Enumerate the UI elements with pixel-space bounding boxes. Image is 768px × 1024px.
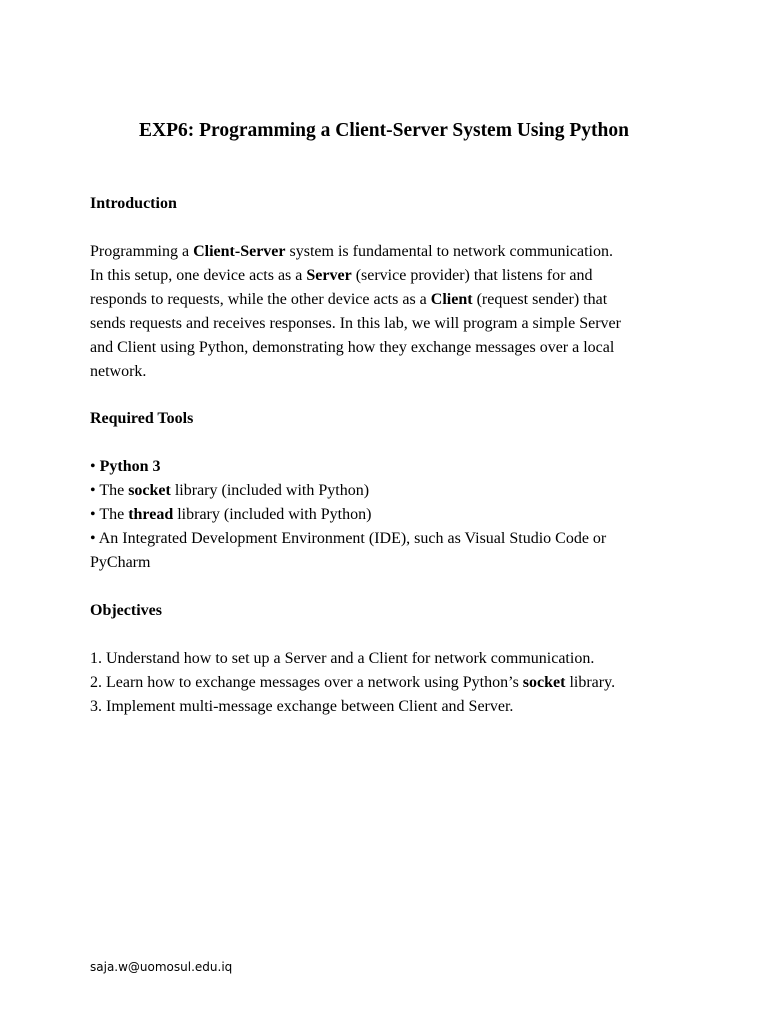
- introduction-heading: Introduction: [90, 195, 177, 212]
- objective-item: 1. Understand how to set up a Server and a Client for network communication.: [90, 650, 595, 667]
- intro-line: and Client using Python, demonstrating how they exchange messages over a local: [90, 339, 615, 356]
- intro-line: In this setup, one device acts as a Server (service provider) that listens for and: [90, 267, 593, 284]
- tool-item: • Python 3: [90, 458, 161, 475]
- tool-item: • The socket library (included with Python): [90, 482, 370, 499]
- objectives-heading: Objectives: [90, 602, 162, 619]
- objective-item: 3. Implement multi-message exchange between Client and Server.: [90, 698, 514, 715]
- introduction-paragraph: [90, 240, 690, 384]
- intro-line: Programming a Client-Server system is fundamental to network communication.: [90, 243, 613, 260]
- objectives-list: [90, 647, 710, 719]
- required-tools-list: [90, 455, 690, 575]
- page-title: EXP6: Programming a Client-Server System Using Python: [139, 120, 629, 141]
- required-tools-heading: Required Tools: [90, 410, 194, 427]
- intro-line: network.: [90, 363, 147, 380]
- intro-line: responds to requests, while the other device acts as a Client (request sender) that: [90, 291, 608, 308]
- tool-item: • The thread library (included with Python): [90, 506, 372, 523]
- tool-item: • An Integrated Development Environment (IDE), such as Visual Studio Code or: [90, 530, 607, 547]
- objective-item: 2. Learn how to exchange messages over a network using Python’s socket library.: [90, 674, 616, 691]
- footer-email: saja.w@uomosul.edu.iq: [90, 960, 233, 974]
- tool-item: PyCharm: [90, 554, 151, 571]
- intro-line: sends requests and receives responses. In this lab, we will program a simple Server: [90, 315, 621, 332]
